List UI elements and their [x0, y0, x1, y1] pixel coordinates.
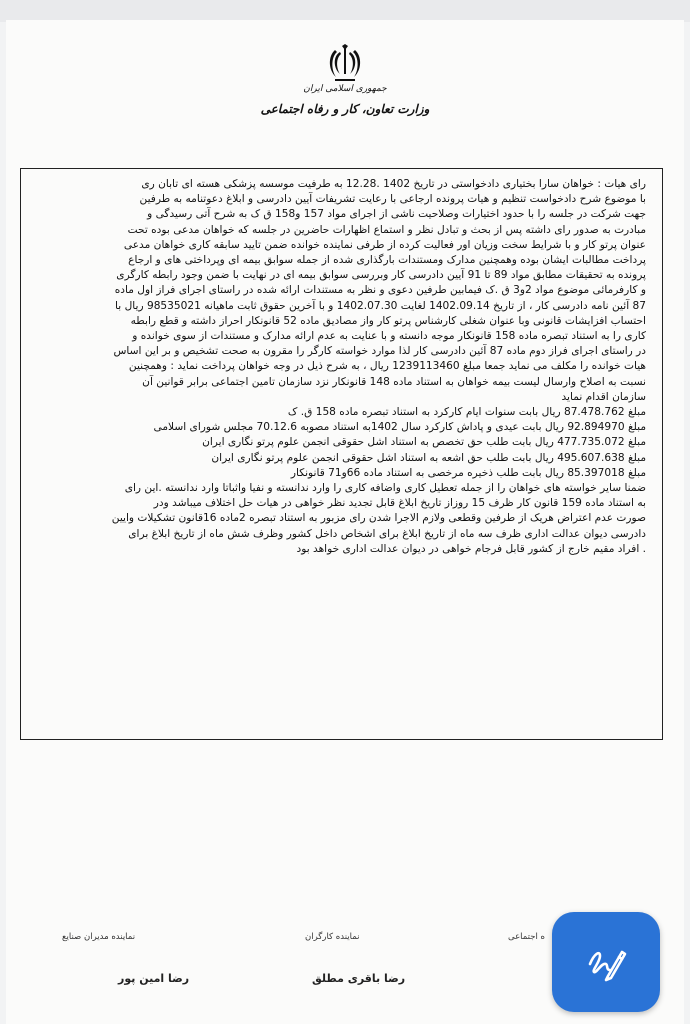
payment-line: مبلغ 495.607.638 ریال بابت طلب حق اشعه به استناد اشل حقوقی انجمن علوم پرتو نگاری ایران: [211, 451, 646, 464]
payment-line: مبلغ 92.894970 ریال بابت عیدی و پاداش کارکرد سال 1402به استناد مصوبه 70.12.6 مجلس شورای اسلامی: [153, 421, 646, 434]
ruling-line: 87 آئین نامه دادرسی کار ، از تاریخ 1402.09.14 لغایت 1402.07.30 و با آخرین حقوق ثابت ماهیانه 98535021 ریال با: [115, 299, 646, 312]
ministry-name: وزارت تعاون، کار و رفاه اجتماعی: [260, 102, 430, 116]
employers-rep-name: رضا امین پور: [118, 972, 190, 985]
ruling-line: عنوان پرتو کار و با شرایط سخت وزیان اور فعالیت کرده از طرفی نماینده خوانده ضمن تایید سابقه کاری خواهان مدعی: [123, 238, 646, 251]
ruling-line: نسبت به اصلاح وارسال لیست بیمه خواهان به استناد ماده 148 قانونکار نزد سازمان تامین اجتماعی برابر قوانین آن: [142, 375, 646, 388]
sign-document-button[interactable]: [552, 912, 660, 1012]
ruling-line: پرونده به تحقیقات مطابق مواد 89 تا 91 آیین دادرسی کار وبررسی سوابق بیمه ای در نهایت با ضمن وجود رابطه کارگری: [116, 269, 646, 282]
top-bar: [0, 0, 690, 22]
ruling-line: در راستای اجرای فراز دوم ماده 87 آئین دادرسی کار لذا موارد خواسته کارگر را مقرون به صحت تشخیص و بر این اساس: [113, 345, 646, 358]
government-name: جمهوری اسلامی ایران: [303, 84, 387, 94]
signature-pen-icon: [584, 940, 628, 984]
ruling-line: رای هیات : خواهان سارا بختیاری دادخواستی در تاریخ 1402 .12.28 به طرفیت موسسه پزشکی هسته ای تابان ری: [141, 178, 646, 190]
payment-line: مبلغ 85.397018 ریال بابت طلب ذخیره مرخصی به استناد ماده 66و71 قانونکار: [290, 466, 646, 479]
employers-rep-label: نماینده مدیران صنایع: [62, 932, 136, 942]
payment-line: مبلغ 87.478.762 ریال بابت سنوات ایام کارکرد به استناد تبصره ماده 158 ق. ک: [287, 406, 646, 419]
ruling-line: پرداخت مطالبات ایشان بوده وهمچنین مدارک ومستندات بارگذاری شده از جمله سوابق بیمه ای وپرداختی های و ارجاع: [128, 254, 646, 267]
closing-line: ضمنا سایر خواسته های خواهان را از جمله تعطیل کاری واضافه کاری را وارد ندانسته و نفیا واثباتا وارد ندانسته .این رای: [124, 482, 646, 495]
ruling-line: مبادرت به صدور رای داشته پس از بحث و تبادل نظر و استماع اظهارات حاضرین در جلسه که خواهان مدعی بوده تحت: [127, 223, 646, 236]
iran-emblem-icon: [324, 42, 366, 90]
payment-line: مبلغ 477.735.072 ریال بابت طلب حق تخصص به استناد اشل حقوقی انجمن علوم پرتو نگاری ایران: [202, 436, 646, 449]
ruling-text-box: [20, 168, 663, 740]
closing-line: . افراد مقیم خارج از کشور قابل فرجام خواهی در دیوان عدالت اداری خواهد بود: [296, 542, 646, 555]
workers-rep-label: نماینده کارگران: [305, 932, 360, 942]
ruling-line: کاری را به استناد تبصره ماده 158 قانونکار موجه دانسته و با عنایت به عدم ارائه مدارک و مستندات از سوی خوانده و: [132, 330, 646, 343]
closing-line: دادرسی دیوان عدالت اداری ظرف سه ماه از تاریخ ابلاغ برای اشخاص داخل کشور وظرف شش ماه از تاریخ ابلاغ برای: [128, 527, 646, 540]
closing-line: صورت عدم اعتراض هریک از طرفین وقطعی ولازم الاجرا شدن رای مزبور به استناد تبصره 2ماده 16قانون تشکیلات وایین: [111, 512, 646, 525]
ruling-line: سازمان اقدام نماید: [561, 390, 646, 403]
ruling-line: با موضوع شرح دادخواست تنظیم و هیات پرونده ارجاعی با رعایت تشریفات آیین دادرسی و ابلاغ دعوتنامه به طرفین: [139, 193, 646, 206]
ruling-line: جهت شرکت در جلسه را با حدود اختیارات وصلاحیت ناشی از اجرای مواد 157 و158 ق ک به شرح آتی رسیدگی و: [147, 208, 646, 221]
workers-rep-name: رضا باقری مطلق: [312, 972, 406, 985]
ruling-line: احتساب افزایشات قانونی وبا عنوان شغلی کارشناس پرتو کار واز مصادیق ماده 52 قانونکار احراز داشته و قطع رابطه: [130, 314, 646, 327]
ruling-line: و کارفرمائی موضوع مواد 2و3 ق .ک فیمابین طرفین دعوی و نظر به مستندات ارائه شده در راستای اجرای فراز اول ماده: [114, 284, 646, 297]
ruling-line: هیات خوانده را مکلف می نماید جمعا مبلغ 1239113460 ریال ، به شرح ذیل در وجه خواهان پرداخت نماید : وهمچنین: [128, 360, 646, 373]
government-rep-label: ه اجتماعی: [508, 932, 545, 942]
closing-line: به استناد ماده 159 قانون کار ظرف 15 روزاز تاریخ ابلاغ قابل تجدید نظر خواهی در هیات حل اختلاف میباشد ودر: [153, 497, 646, 510]
